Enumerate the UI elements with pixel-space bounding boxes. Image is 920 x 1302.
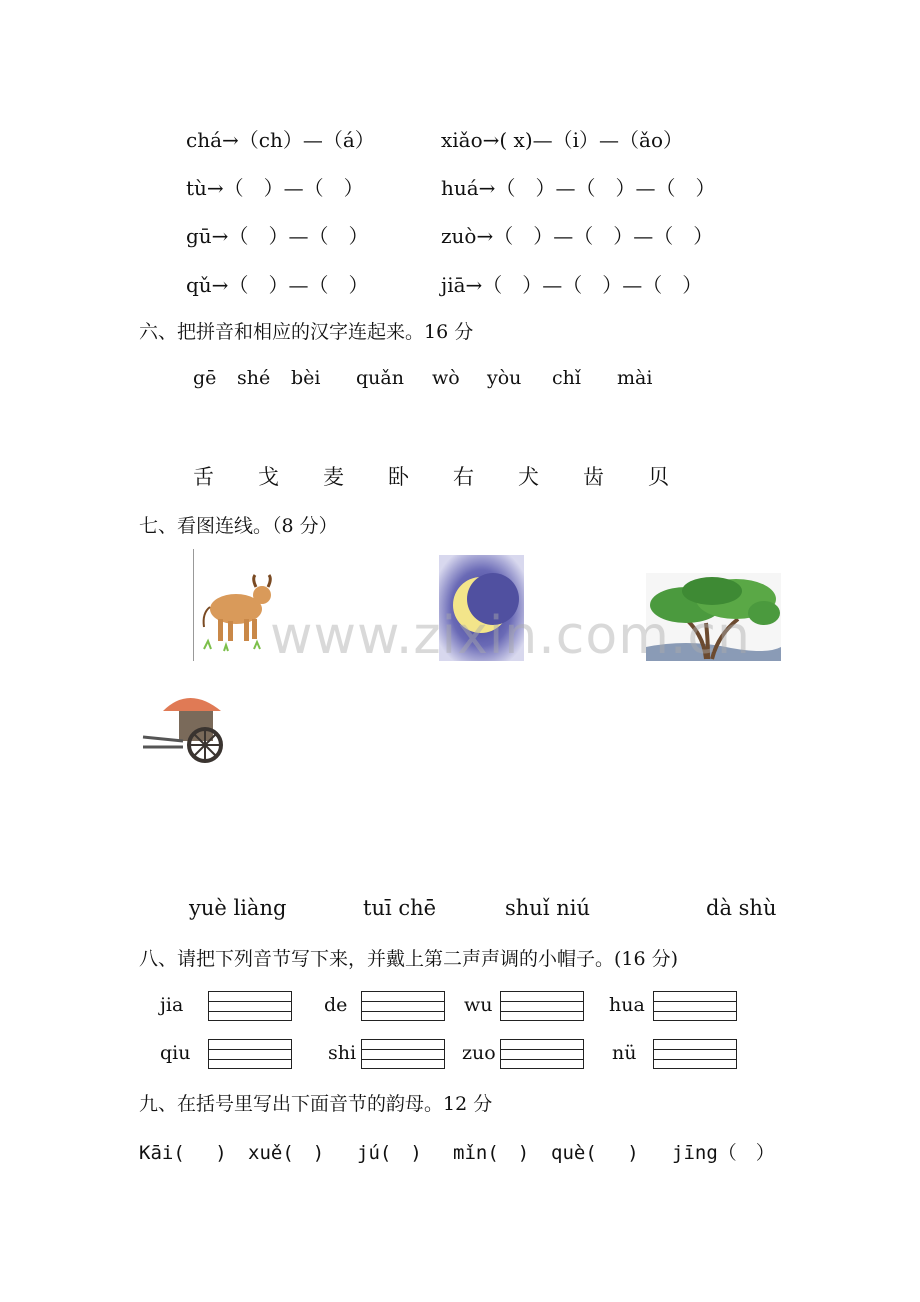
cart-picture xyxy=(139,675,235,778)
final-item: jú( ) xyxy=(357,1142,422,1164)
writing-box[interactable] xyxy=(361,991,445,1021)
split-row-1-left: chá→（ch）—（á） xyxy=(186,128,375,152)
section-7-heading: 七、看图连线。（8 分） xyxy=(139,515,338,537)
syllable-label: jia xyxy=(160,994,184,1016)
section-9-heading: 九、在括号里写出下面音节的韵母。12 分 xyxy=(139,1093,493,1115)
pinyin-word: dà shù xyxy=(706,896,777,920)
pinyin-word: shuǐ niú xyxy=(505,896,590,920)
pinyin-item: chǐ xyxy=(552,367,581,389)
final-item: xuě( ) xyxy=(248,1142,325,1164)
split-row-4-left: qǔ→（ ）—（ ） xyxy=(186,273,369,297)
writing-box[interactable] xyxy=(361,1039,445,1069)
split-row-4-right: jiā→（ ）—（ ）—（ ） xyxy=(441,273,703,297)
syllable-label: shi xyxy=(328,1042,357,1064)
hanzi-item: 犬 xyxy=(518,465,539,489)
syllable-label: nü xyxy=(612,1042,637,1064)
split-row-3-left: gū→（ ）—（ ） xyxy=(186,224,369,248)
hanzi-item: 齿 xyxy=(583,465,604,489)
hanzi-item: 戈 xyxy=(258,465,279,489)
ox-picture xyxy=(193,549,278,661)
writing-box[interactable] xyxy=(653,991,737,1021)
split-row-1-right: xiǎo→( x)—（i）—（ǎo） xyxy=(441,128,684,152)
section-6-heading: 六、把拼音和相应的汉字连起来。16 分 xyxy=(139,321,474,343)
syllable-label: zuo xyxy=(462,1042,496,1064)
pinyin-item: quǎn xyxy=(356,367,404,389)
hanzi-item: 麦 xyxy=(323,465,344,489)
pinyin-item: gē xyxy=(193,367,217,389)
syllable-label: qiu xyxy=(160,1042,191,1064)
watermark: www.zixin.com.cn xyxy=(270,606,751,666)
hanzi-item: 右 xyxy=(453,465,474,489)
final-item: jīng（ ） xyxy=(672,1142,775,1164)
pinyin-word: yuè liàng xyxy=(189,896,287,920)
final-item: Kāi( ) xyxy=(139,1142,227,1164)
writing-box[interactable] xyxy=(208,991,292,1021)
pinyin-word: tuī chē xyxy=(363,896,437,920)
final-item: mǐn( ) xyxy=(453,1142,530,1164)
pinyin-item: yòu xyxy=(487,367,522,389)
syllable-label: de xyxy=(324,994,348,1016)
syllable-label: wu xyxy=(464,994,493,1016)
pinyin-item: shé xyxy=(237,367,271,389)
syllable-label: hua xyxy=(609,994,645,1016)
writing-box[interactable] xyxy=(208,1039,292,1069)
split-row-3-right: zuò→（ ）—（ ）—（ ） xyxy=(441,224,714,248)
section-8-heading: 八、请把下列音节写下来，并戴上第二声声调的小帽子。(16 分) xyxy=(139,948,679,970)
hanzi-item: 贝 xyxy=(648,465,669,489)
pinyin-item: wò xyxy=(432,367,460,389)
hanzi-item: 舌 xyxy=(193,465,214,489)
split-row-2-right: huá→（ ）—（ ）—（ ） xyxy=(441,176,716,200)
hanzi-item: 卧 xyxy=(388,465,409,489)
writing-box[interactable] xyxy=(500,991,584,1021)
pinyin-item: mài xyxy=(617,367,653,389)
writing-box[interactable] xyxy=(500,1039,584,1069)
pinyin-item: bèi xyxy=(291,367,321,389)
final-item: què( ) xyxy=(551,1142,639,1164)
split-row-2-left: tù→（ ）—（ ） xyxy=(186,176,364,200)
writing-box[interactable] xyxy=(653,1039,737,1069)
